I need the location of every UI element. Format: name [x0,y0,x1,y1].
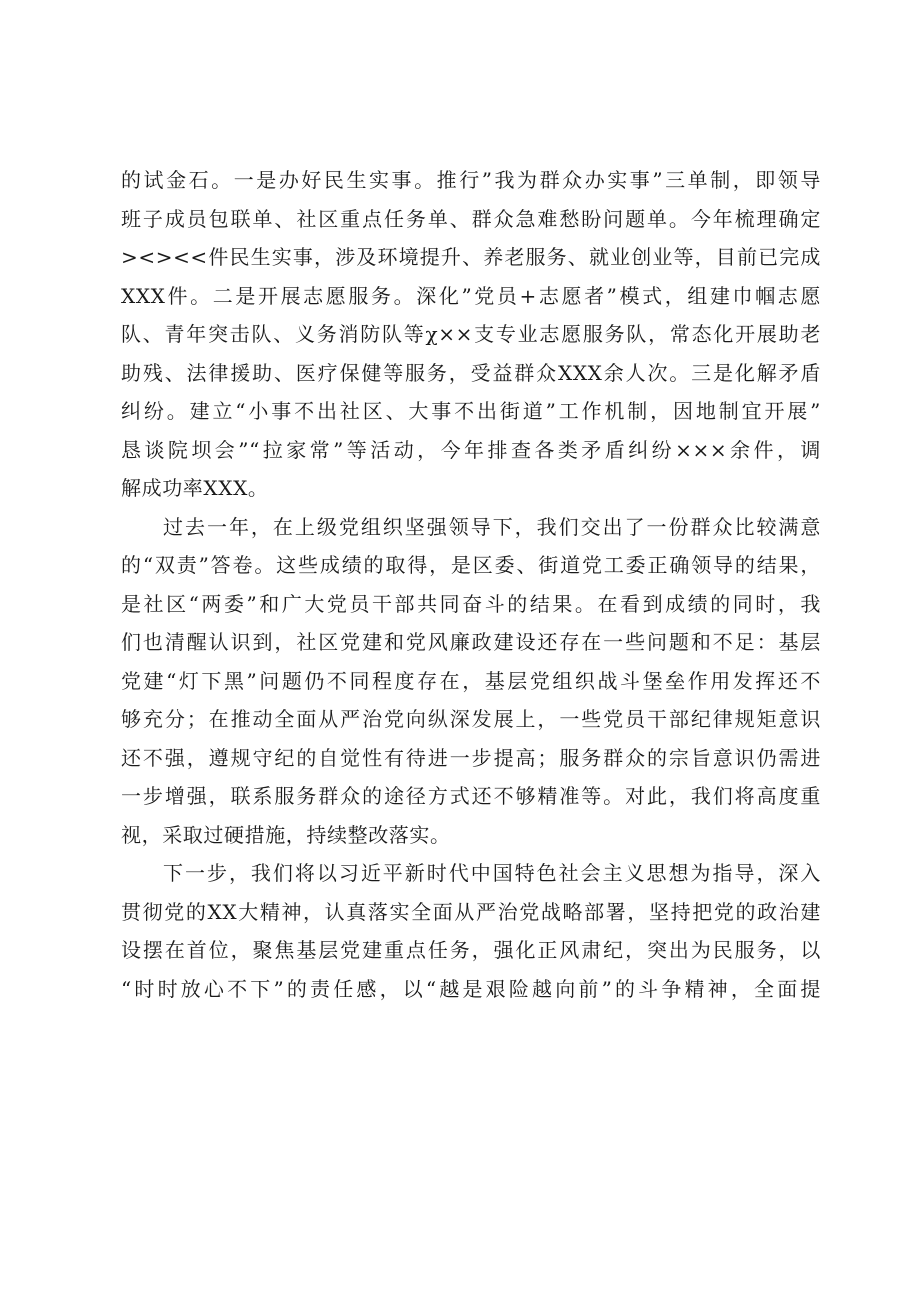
text-line: 恳谈院坝会”“拉家常”等活动，今年排查各类矛盾纠纷×××余件，调 [121,437,821,462]
text-line: 下一步，我们将以习近平新时代中国特色社会主义思想为指导，深入 [163,861,821,885]
text-line: 的试金石。一是办好民生实事。推行”我为群众办实事”三单制，即领导 [121,168,821,192]
text-line: 的“双责”答卷。这些成绩的取得，是区委、街道党工委正确领导的结果， [121,553,821,577]
text-line: “时时放心不下”的责任感，以“越是艰险越向前”的斗争精神，全面提 [121,976,821,1001]
text-line: 视，采取过硬措施，持续整改落实。 [121,822,451,847]
paragraph-1 [121,161,821,508]
text-line: 解成功率XXX。 [121,476,269,500]
text-line: 够充分；在推动全面从严治党向纵深发展上，一些党员干部纪律规矩意识 [121,707,821,731]
text-line: ><><<件民生实事，涉及环境提升、养老服务、就业创业等，目前已完成 [121,245,821,269]
text-line: 们也清醒认识到，社区党建和党风廉政建设还存在一些问题和不足：基层 [121,630,821,654]
text-line: 纠纷。建立“小事不出社区、大事不出街道”工作机制，因地制宜开展” [121,399,821,423]
text-line: 班子成员包联单、社区重点任务单、群众急难愁盼问题单。今年梳理确定 [121,206,821,231]
text-line: 队、青年突击队、义务消防队等χ××支专业志愿服务队，常态化开展助老 [121,322,821,346]
text-line: 助残、法律援助、医疗保健等服务，受益群众XXX余人次。三是化解矛盾 [121,360,821,385]
text-line: 是社区“两委”和广大党员干部共同奋斗的结果。在看到成绩的同时，我 [121,591,821,616]
text-line: 党建“灯下黑”问题仍不同程度存在，基层党组织战斗堡垒作用发挥还不 [121,668,821,693]
text-line: 一步增强，联系服务群众的途径方式还不够精准等。对此，我们将高度重 [121,784,821,808]
text-line: 设摆在首位，聚焦基层党建重点任务，强化正风肃纪，突出为民服务，以 [121,938,821,962]
text-line: 还不强，遵规守纪的自觉性有待进一步提高；服务群众的宗旨意识仍需进 [121,745,821,770]
text-line: XXX件。二是开展志愿服务。深化”党员+志愿者”模式，组建巾帼志愿 [121,283,821,308]
text-line: 过去一年，在上级党组织坚强领导下，我们交出了一份群众比较满意 [163,514,821,539]
document-body [121,161,821,1008]
paragraph-2 [121,508,821,855]
paragraph-3 [121,854,821,1008]
text-line: 贯彻党的XX大精神，认真落实全面从严治党战略部署，坚持把党的政治建 [121,899,821,924]
